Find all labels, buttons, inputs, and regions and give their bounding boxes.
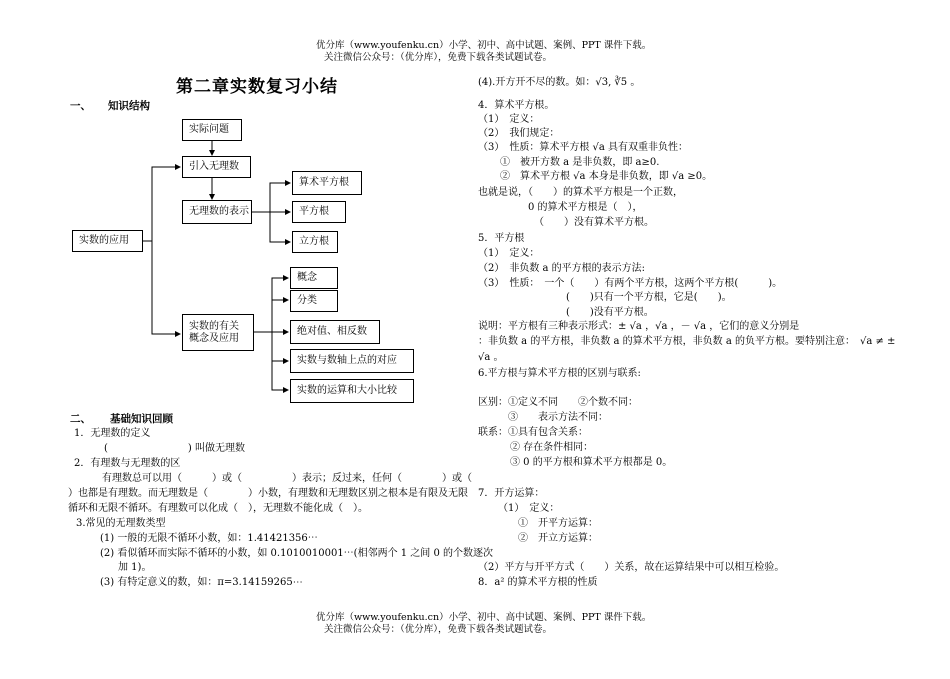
right-line-15: ( )只有一个平方根，它是( )。 — [566, 292, 732, 303]
left-line-3: 2．有理数与无理数的区 — [74, 458, 181, 469]
section-2-title: 基础知识回顾 — [110, 413, 173, 425]
right-line-17: 说明：平方根有三种表示形式：± √a ，√a ，－ √a ，它们的意义分别是 — [478, 321, 800, 332]
right-line-25: ③ 0 的平方根和算术平方根都是 0。 — [510, 457, 673, 468]
section-2-number: 二、 — [70, 413, 91, 425]
right-line-28: ① 开平方运算： — [518, 518, 598, 529]
left-line-5: ）也都是有理数。而无理数是（ ）小数，有理数和无理数区别之根本是有限及无限 — [68, 488, 468, 499]
right-line-5: （3） 性质：算术平方根 √a 具有双重非负性： — [478, 142, 689, 153]
left-line-9: (2) 看似循环而实际不循环的小数，如 0.1010010001⋯(相邻两个 1 之间 0 的个数逐次 — [100, 548, 494, 559]
header-line-2: 关注微信公众号：（优分库），免费下载各类试题试卷。 — [324, 52, 553, 63]
right-line-20: 6.平方根与算术平方根的区别与联系: — [478, 368, 641, 379]
right-line-2: 4．算术平方根。 — [478, 100, 555, 111]
right-line-19: √a 。 — [478, 352, 504, 363]
right-line-8: 也就是说，（ ）的算术平方根是一个正数， — [478, 187, 683, 198]
tree-node-practical-problem: 实际问题 — [182, 119, 242, 141]
left-line-8: (1) 一般的无限不循环小数，如：1.41421356⋯ — [100, 533, 318, 544]
left-line-10: 加 1)。 — [118, 562, 152, 573]
tree-node-square-root: 平方根 — [292, 201, 346, 223]
right-line-21: 区别：①定义不同 ②个数不同： — [478, 397, 638, 408]
tree-node-introduce-irrational: 引入无理数 — [182, 156, 251, 178]
right-line-13: （2） 非负数 a 的平方根的表示方法: — [478, 263, 646, 274]
footer-line-1: 优分库（www.youfenku.cn）小学、初中、高中试题、案例、PPT 课件下载。 — [316, 612, 652, 623]
right-line-18: ：非负数 a 的平方根，非负数 a 的算术平方根，非负数 a 的负平方根。要特别注意： √a ≠ ± — [478, 336, 896, 347]
left-line-1: 1．无理数的定义 — [74, 428, 151, 439]
right-line-27: （1） 定义： — [498, 503, 560, 514]
tree-node-concept: 概念 — [290, 267, 338, 289]
right-line-30: （2）平方与开平方式（ ）关系，故在运算结果中可以相互检验。 — [478, 562, 785, 573]
connector-root-to-introduce — [143, 167, 180, 241]
tree-node-absolute-value-opposite: 绝对值、相反数 — [290, 320, 380, 344]
tree-node-concepts-line-1: 实数的有关 — [189, 320, 239, 332]
left-line-7: 3.常见的无理数类型 — [76, 518, 166, 529]
section-1-number: 一、 — [70, 100, 91, 112]
right-line-16: ( )没有平方根。 — [566, 307, 654, 318]
tree-node-cube-root: 立方根 — [292, 231, 338, 253]
tree-node-operations-comparison: 实数的运算和大小比较 — [290, 379, 414, 403]
right-line-6: ① 被开方数 a 是非负数，即 a≥0. — [500, 157, 660, 168]
right-line-3: （1） 定义： — [478, 114, 540, 125]
tree-node-root: 实数的应用 — [72, 230, 143, 252]
right-line-26: 7．开方运算： — [478, 488, 545, 499]
tree-node-irrational-representation: 无理数的表示 — [182, 200, 252, 224]
connector-to-cube-root — [270, 212, 290, 242]
header-line-1: 优分库（www.youfenku.cn）小学、初中、高中试题、案例、PPT 课件下载。 — [316, 40, 652, 51]
right-line-23: 联系：①具有包含关系： — [478, 427, 588, 438]
right-line-14: （3） 性质： 一个（ ）有两个平方根，这两个平方根( )。 — [478, 278, 783, 289]
left-line-2: ( ) 叫做无理数 — [104, 443, 245, 454]
tree-node-real-number-concepts — [182, 314, 254, 351]
footer-line-2: 关注微信公众号：（优分库），免费下载各类试题试卷。 — [324, 624, 553, 635]
right-line-29: ② 开立方运算： — [518, 533, 598, 544]
right-line-10: （ ）没有算术平方根。 — [534, 217, 654, 228]
right-line-7: ② 算术平方根 √a 本身是非负数，即 √a ≥0。 — [500, 171, 713, 182]
right-line-22: ③ 表示方法不同： — [508, 412, 608, 423]
connector-root-to-concepts — [152, 241, 180, 334]
tree-node-number-line-correspondence: 实数与数轴上点的对应 — [290, 349, 414, 373]
document-title: 第二章实数复习小结 — [176, 77, 338, 97]
tree-node-concepts-line-2: 概念及应用 — [189, 332, 239, 344]
tree-node-arithmetic-square-root: 算术平方根 — [292, 171, 362, 195]
right-line-12: （1） 定义： — [478, 248, 540, 259]
section-1-title: 知识结构 — [108, 100, 150, 112]
right-line-1: (4).开方开不尽的数。如：√3, ∛5 。 — [478, 77, 641, 88]
right-line-4: （2） 我们规定： — [478, 128, 560, 139]
right-line-31: 8．a² 的算术平方根的性质 — [478, 577, 598, 588]
right-line-11: 5．平方根 — [478, 233, 525, 244]
connector-to-concept — [254, 278, 288, 332]
right-line-24: ② 存在条件相同： — [510, 442, 594, 453]
connector-to-arith-root — [252, 183, 290, 212]
left-line-11: (3) 有特定意义的数，如：π=3.14159265⋯ — [100, 577, 303, 588]
tree-node-classification: 分类 — [290, 290, 338, 312]
left-line-4: 有理数总可以用（ ）或（ ）表示；反过来，任何（ ）或（ — [102, 473, 472, 484]
left-line-6: 循环和无限不循环。有理数可以化成（ ），无理数不能化成（ ）。 — [68, 503, 368, 514]
right-line-9: 0 的算术平方根是（ ）， — [528, 202, 643, 213]
